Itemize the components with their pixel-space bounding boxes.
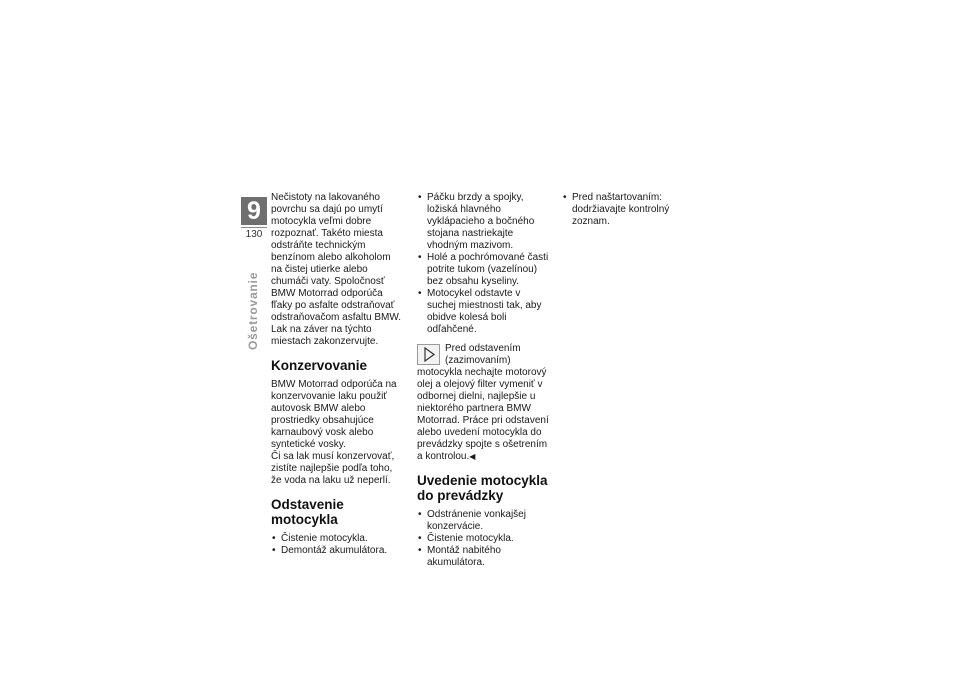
konzervovanie-paragraph-2: Či sa lak musí konzervovať, zistíte najlepšie podľa toho, že voda na laku už neperlí. bbox=[271, 451, 395, 486]
page-number: 130 bbox=[241, 227, 267, 240]
chapter-number: 9 bbox=[241, 197, 267, 225]
odstavenie-list bbox=[271, 533, 403, 557]
konzervovanie-paragraph-1: BMW Motorrad odporúča na konzervovanie laku použiť autovosk BMW alebo prostriedky obsahujúce karnaubový vosk alebo syntetické vosky. bbox=[271, 379, 397, 450]
intro-paragraph: Nečistoty na lakovaného povrchu sa dajú po umytí motocykla veľmi dobre rozpoznať. Takéto miesta odstráňte technickým benzínom alebo alkoholom na čistej utierke alebo chumáči vaty. Spoločnosť BMW Motorrad odporúča fľaky po asfalte odstraňovať odstraňovačom asfaltu BMW. Lak na záver na týchto miestach zakonzervujte. bbox=[271, 192, 402, 347]
note-block bbox=[417, 343, 550, 463]
konzervovanie-heading: Konzervovanie bbox=[271, 358, 368, 373]
list-item: • Demontáž akumulátora. bbox=[271, 545, 403, 557]
list-item: • Motocykel odstavte v suchej miestnosti tak, aby obidve kolesá boli odľahčené. bbox=[417, 288, 550, 336]
odstavenie-list-continued bbox=[417, 192, 550, 336]
list-item: • Holé a pochrómované časti potrite tukom (vazelínou) bez obsahu kyseliny. bbox=[417, 252, 550, 288]
column-3 bbox=[562, 192, 697, 228]
column-2 bbox=[417, 192, 550, 569]
end-mark-icon: ◀ bbox=[469, 452, 476, 461]
uvedenie-list bbox=[417, 509, 550, 569]
list-item: • Čistenie motocykla. bbox=[271, 533, 403, 545]
note-text: Pred odstavením (zazimovaním) motocykla nechajte motorový olej a olejový filter vymeniť v odbornej dielni, najlepšie u niektorého partnera BMW Motorrad. Práce pri odstavení alebo uvedení motocykla do prevádzky spojte s ošetrením a kontrolou. bbox=[417, 343, 549, 462]
list-item: • Pred naštartovaním: dodržiavajte kontrolný zoznam. bbox=[562, 192, 697, 228]
list-item: • Montáž nabitého akumulátora. bbox=[417, 545, 550, 569]
odstavenie-heading: Odstavenie motocykla bbox=[271, 497, 344, 527]
chapter-title: Ošetrovanie bbox=[246, 271, 260, 350]
list-item: • Odstránenie vonkajšej konzervácie. bbox=[417, 509, 550, 533]
triangle-right-icon bbox=[417, 344, 440, 365]
uvedenie-list-continued bbox=[562, 192, 697, 228]
uvedenie-heading: Uvedenie motocykla do prevádzky bbox=[417, 473, 548, 503]
column-1 bbox=[271, 192, 403, 557]
list-item: • Čistenie motocykla. bbox=[417, 533, 550, 545]
list-item: • Páčku brzdy a spojky, ložiská hlavného vyklápacieho a bočného stojana nastriekajte vhodným mazivom. bbox=[417, 192, 550, 252]
